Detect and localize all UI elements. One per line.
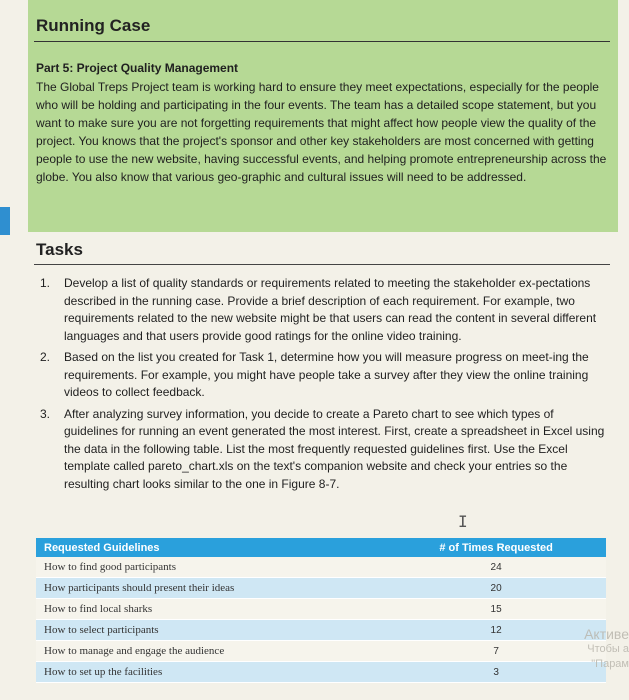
activation-watermark bbox=[559, 626, 629, 672]
page-tab-marker bbox=[0, 207, 10, 235]
table-row bbox=[36, 599, 606, 620]
header-requested-guidelines: Requested Guidelines bbox=[36, 538, 386, 557]
task-number: 2. bbox=[40, 350, 51, 364]
task-number: 3. bbox=[40, 406, 51, 421]
guidelines-table bbox=[36, 538, 606, 683]
guideline-cell: How to select participants bbox=[36, 620, 386, 641]
title-divider bbox=[34, 41, 610, 42]
part-heading: Part 5: Project Quality Management bbox=[36, 61, 239, 75]
count-cell: 15 bbox=[386, 599, 606, 620]
watermark-line: "Парам bbox=[591, 658, 629, 670]
count-cell: 3 bbox=[386, 662, 606, 683]
count-cell: 20 bbox=[386, 578, 606, 599]
task-text: After analyzing survey information, you decide to create a Pareto chart to see which types of guidelines for running an event generated the most interest. First, create a spreadsheet in Excel using the data in the following table. List the most frequently requested guidelines first. Use the Excel template called pareto_chart.xls on the text's companion website and check your entries so the resulting chart looks similar to the one in Figure 8-7. bbox=[64, 406, 605, 491]
table-row bbox=[36, 662, 606, 683]
tasks-title: Tasks bbox=[36, 240, 83, 259]
guideline-cell: How to find good participants bbox=[36, 557, 386, 578]
text-cursor-icon: I bbox=[458, 512, 468, 531]
running-case-title: Running Case bbox=[36, 16, 151, 35]
table-row bbox=[36, 578, 606, 599]
task-list bbox=[40, 275, 610, 497]
table-row bbox=[36, 557, 606, 578]
task-text: Based on the list you created for Task 1, determine how you will measure progress on meet-ing the requirements. For example, you might have people take a survey after they view the online training videos to collect feedback. bbox=[64, 350, 589, 399]
header-times-requested: # of Times Requested bbox=[386, 538, 606, 557]
task-item bbox=[40, 406, 610, 494]
task-text: Develop a list of quality standards or requirements related to meeting the stakeholder ex-pectations described in the running case. Provide a brief description of each requirement. For example, two requirements related to the new website might be that users can read the content in several different languages and that users provide good ratings for the online video training. bbox=[64, 276, 597, 343]
count-cell: 12 bbox=[386, 620, 606, 641]
guideline-cell: How to find local sharks bbox=[36, 599, 386, 620]
running-case-paragraph: The Global Treps Project team is working hard to ensure they meet expectations, especially for the people who will be holding and participating in the four events. The team has a detailed scope statement, but you want to make sure you are not forgetting requirements that might affect how people view the quality of the project. You knows that the project's sponsor and other key stakeholders are most concerned with getting people to use the new website, having successful events, and helping promote entrepreneurship across the globe. You also know that various geo-graphic and cultural issues will need to be addressed. bbox=[36, 80, 607, 184]
tasks-divider bbox=[34, 264, 610, 265]
table-header-row bbox=[36, 538, 606, 557]
task-number: 1. bbox=[40, 276, 51, 290]
guideline-cell: How to manage and engage the audience bbox=[36, 641, 386, 662]
count-cell: 24 bbox=[386, 557, 606, 578]
count-cell: 7 bbox=[386, 641, 606, 662]
guideline-cell: How participants should present their ideas bbox=[36, 578, 386, 599]
guideline-cell: How to set up the facilities bbox=[36, 662, 386, 683]
table-row bbox=[36, 620, 606, 641]
watermark-line: Чтобы а bbox=[587, 643, 629, 655]
table-row bbox=[36, 641, 606, 662]
watermark-line: Активе bbox=[584, 626, 629, 642]
task-item bbox=[40, 349, 610, 402]
task-item bbox=[40, 275, 610, 345]
